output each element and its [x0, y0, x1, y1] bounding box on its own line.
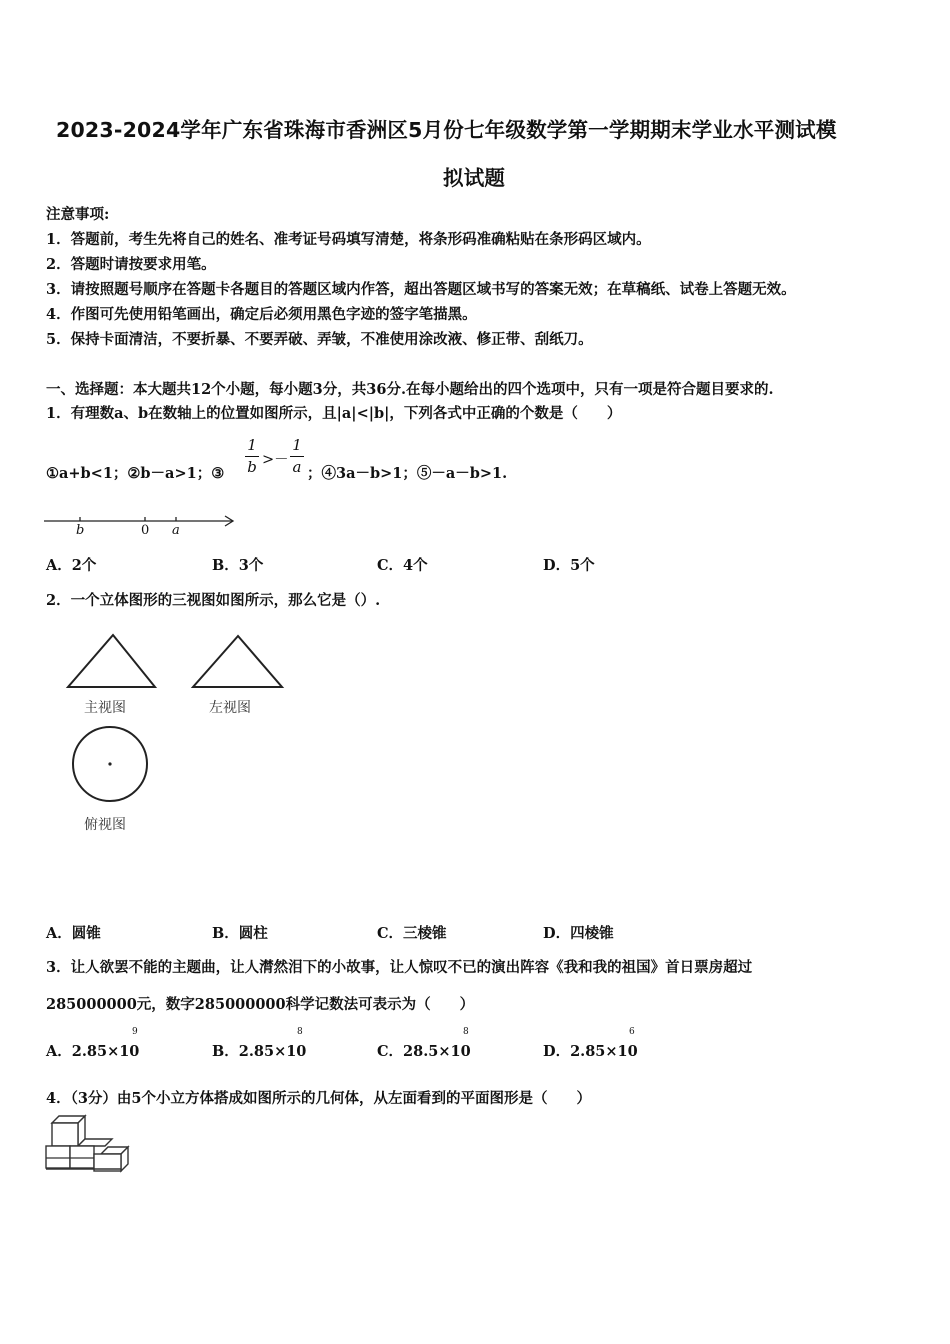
axis-label-b: b	[76, 523, 85, 538]
q1-option-b[interactable]: B．3个	[212, 557, 264, 574]
q3-option-b[interactable]: B．2.85×10	[212, 1043, 307, 1060]
q1-statements-a: ①a+b<1；②b－a>1；③	[46, 465, 225, 482]
q1-option-d[interactable]: D．5个	[543, 557, 595, 574]
top-view-caption: 俯视图	[84, 817, 126, 833]
left-view-caption: 左视图	[209, 700, 251, 716]
q1-stem: 1．有理数a、b在数轴上的位置如图所示，且|a|<|b|，下列各式中正确的个数是（ ）	[46, 405, 622, 422]
q2-option-c[interactable]: C．三棱锥	[377, 925, 447, 942]
page-title: 2023-2024学年广东省珠海市香洲区5月份七年级数学第一学期期末学业水平测试模	[56, 118, 837, 142]
q1-frac1-num: 1	[247, 436, 257, 454]
q1-option-a[interactable]: A．2个	[46, 557, 97, 574]
q1-frac2-num: 1	[292, 436, 302, 454]
q1-statements-b: ；④3a－b>1；⑤－a－b>1.	[307, 465, 508, 482]
q1-gt-minus: >－	[262, 452, 289, 468]
notice-heading: 注意事项:	[46, 206, 110, 223]
q2-option-d[interactable]: D．四棱锥	[543, 925, 614, 942]
q3-option-d[interactable]: D．2.85×10	[543, 1043, 638, 1060]
q1-frac2-den: a	[292, 458, 302, 476]
axis-label-a: a	[172, 523, 180, 538]
notice-item: 5．保持卡面清洁，不要折暴、不要弄破、弄皱，不准使用涂改液、修正带、刮纸刀。	[46, 331, 593, 348]
q2-option-a[interactable]: A．圆锥	[46, 925, 101, 942]
three-views-figure	[60, 630, 290, 830]
notice-item: 4．作图可先使用铅笔画出，确定后必须用黑色字迹的签字笔描黑。	[46, 306, 477, 323]
q3-option-b-exponent: 8	[297, 1027, 303, 1037]
axis-label-0: 0	[141, 523, 150, 538]
q1-frac1-line	[245, 456, 259, 457]
page-title-cont: 拟试题	[443, 166, 506, 190]
q3-stem-line2: 285000000元，数字285000000科学记数法可表示为（ ）	[46, 996, 475, 1013]
q3-option-c[interactable]: C．28.5×10	[377, 1043, 471, 1060]
q2-option-b[interactable]: B．圆柱	[212, 925, 268, 942]
q3-option-a[interactable]: A．2.85×10	[46, 1043, 140, 1060]
front-view-caption: 主视图	[84, 700, 126, 716]
q3-option-a-exponent: 9	[132, 1027, 138, 1037]
q3-stem-line1: 3．让人欲罢不能的主题曲，让人潸然泪下的小故事，让人惊叹不已的演出阵容《我和我的祖国》首日票房超过	[46, 959, 753, 976]
q4-stem: 4．（3分）由5个小立方体搭成如图所示的几何体，从左面看到的平面图形是（ ）	[46, 1090, 592, 1107]
q1-option-c[interactable]: C．4个	[377, 557, 428, 574]
q3-option-d-exponent: 6	[629, 1027, 635, 1037]
q3-option-c-exponent: 8	[463, 1027, 469, 1037]
q1-frac1-den: b	[247, 458, 257, 476]
q2-stem: 2．一个立体图形的三视图如图所示，那么它是（）.	[46, 592, 381, 609]
notice-item: 3．请按照题号顺序在答题卡各题目的答题区域内作答，超出答题区域书写的答案无效；在草稿纸、试卷上答题无效。	[46, 281, 796, 298]
notice-item: 2．答题时请按要求用笔。	[46, 256, 216, 273]
q1-frac2-line	[290, 456, 304, 457]
notice-item: 1．答题前，考生先将自己的姓名、准考证号码填写清楚，将条形码准确粘贴在条形码区域内。	[46, 231, 651, 248]
section-heading: 一、选择题：本大题共12个小题，每小题3分，共36分.在每小题给出的四个选项中，只有一项是符合题目要求的.	[46, 381, 774, 398]
cubes-figure	[44, 1114, 132, 1174]
